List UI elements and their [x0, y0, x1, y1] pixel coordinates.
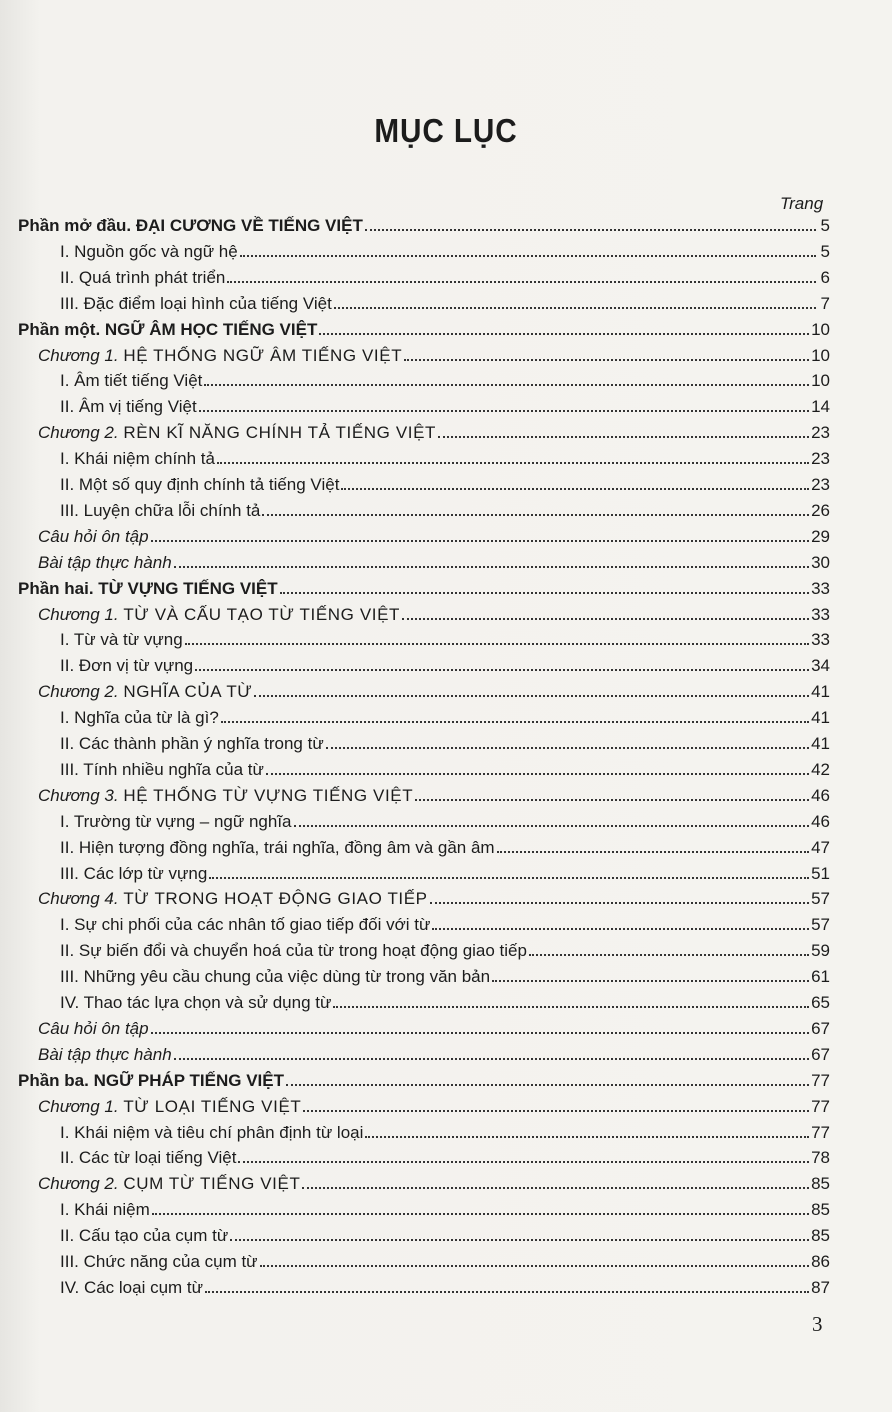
- chapter-number: Chương 2.: [38, 1174, 119, 1194]
- dot-leader: [217, 461, 809, 464]
- toc-entry: [38, 1170, 830, 1194]
- dot-leader: [333, 1005, 809, 1008]
- toc-entry-label: Phần ba. NGỮ PHÁP TIẾNG VIỆT: [18, 1070, 284, 1090]
- toc-entry: [60, 911, 830, 935]
- toc-entry-label: Câu hỏi ôn tập: [38, 526, 149, 546]
- toc-entry: [60, 290, 830, 314]
- toc-entry-label: III. Luyện chữa lỗi chính tả: [60, 500, 261, 520]
- chapter-title: TỪ LOẠI TIẾNG VIỆT: [123, 1096, 302, 1116]
- toc-entry-page: 26: [811, 500, 830, 520]
- toc-entry: [60, 497, 830, 521]
- chapter-number: Chương 2.: [38, 682, 119, 702]
- toc-entry-page: 57: [811, 889, 830, 909]
- page-number: 3: [812, 1312, 823, 1336]
- dot-leader: [365, 1135, 809, 1138]
- toc-entry-page: 10: [811, 345, 830, 365]
- toc-entry-page: 47: [811, 837, 830, 857]
- toc-entry: [38, 782, 830, 806]
- dot-leader: [185, 642, 809, 645]
- toc-entry-label: IV. Thao tác lựa chọn và sử dụng từ: [60, 993, 332, 1012]
- toc-entry-label: I. Khái niệm chính tả: [60, 449, 215, 469]
- dot-leader: [294, 824, 810, 827]
- toc-entry: [60, 445, 830, 469]
- toc-entry-page: 10: [811, 319, 830, 339]
- chapter-number: Chương 1.: [38, 604, 119, 624]
- toc-entry: [60, 937, 830, 961]
- dot-leader: [152, 1212, 809, 1215]
- dot-leader: [254, 694, 809, 697]
- toc-entry-label: [38, 1174, 300, 1194]
- toc-entry: [60, 730, 830, 754]
- toc-entry-label: I. Âm tiết tiếng Việt: [60, 371, 203, 391]
- toc-entry-page: 87: [811, 1277, 830, 1297]
- toc-entry-label: [38, 786, 413, 806]
- toc-entry: [18, 1067, 830, 1091]
- toc-entry-label: [38, 889, 428, 909]
- toc-entry: [60, 989, 830, 1013]
- toc-entry-page: 10: [811, 371, 830, 391]
- toc-entry: [38, 549, 830, 573]
- dot-leader: [286, 1083, 809, 1086]
- dot-leader: [430, 901, 809, 904]
- dot-leader: [334, 306, 816, 309]
- toc-entry-page: 42: [811, 759, 830, 779]
- toc-entry-label: III. Các lớp từ vựng: [60, 863, 208, 883]
- toc-entry: [60, 834, 830, 858]
- toc-entry-label: III. Đặc điểm loại hình của tiếng Việt: [60, 293, 332, 313]
- toc-entry: [60, 1222, 830, 1246]
- toc-entry: [60, 963, 830, 987]
- toc-entry: [60, 704, 830, 728]
- toc-entry: [60, 471, 830, 495]
- dot-leader: [238, 1160, 809, 1163]
- toc-entry: [38, 1041, 830, 1065]
- toc-entry-label: Phần mở đầu. ĐẠI CƯƠNG VỀ TIẾNG VIỆT: [18, 216, 363, 235]
- toc-entry-page: 14: [811, 397, 830, 417]
- toc-entry-page: 65: [811, 993, 830, 1012]
- toc-entry-page: 23: [811, 475, 830, 494]
- chapter-title: TỪ TRONG HOẠT ĐỘNG GIAO TIẾP: [123, 889, 428, 909]
- toc-entry: [60, 652, 830, 676]
- toc-entry-page: 6: [820, 267, 830, 287]
- toc-entry-label: I. Nguồn gốc và ngữ hệ: [60, 241, 238, 261]
- toc-entry-page: 46: [811, 785, 830, 805]
- chapter-title: HỆ THỐNG NGỮ ÂM TIẾNG VIỆT: [123, 345, 403, 365]
- toc-entry-label: IV. Các loại cụm từ: [60, 1277, 204, 1297]
- dot-leader: [402, 617, 809, 620]
- toc-entry-page: 33: [811, 604, 830, 624]
- dot-leader: [151, 539, 809, 542]
- toc-entry-page: 85: [811, 1174, 830, 1194]
- dot-leader: [174, 1057, 809, 1060]
- toc-entry: [38, 419, 830, 443]
- chapter-title: NGHĨA CỦA TỪ: [123, 682, 253, 702]
- toc-entry-label: [38, 423, 436, 443]
- chapter-number: Chương 3.: [38, 785, 119, 805]
- toc-entry: [60, 264, 830, 288]
- toc-entry: [60, 860, 830, 884]
- toc-entry: [18, 575, 830, 599]
- chapter-number: Chương 4.: [38, 889, 119, 909]
- dot-leader: [492, 979, 809, 982]
- toc-entry-label: II. Quá trình phát triển: [60, 267, 226, 287]
- dot-leader: [266, 772, 809, 775]
- toc-entry: [60, 1119, 830, 1143]
- dot-leader: [260, 1264, 810, 1267]
- toc-entry: [60, 1196, 830, 1220]
- toc-entry-label: Phần hai. TỪ VỰNG TIẾNG VIỆT: [18, 578, 278, 598]
- dot-leader: [230, 1238, 809, 1241]
- toc-entry-label: I. Từ và từ vựng: [60, 630, 183, 650]
- toc-entry: [60, 367, 830, 391]
- toc-entry: [60, 808, 830, 832]
- toc-entry-page: 33: [811, 578, 830, 598]
- dot-leader: [174, 565, 809, 568]
- page-column-header: Trang: [780, 194, 824, 213]
- toc-entry: [38, 1093, 830, 1117]
- toc-entry-page: 77: [811, 1070, 830, 1090]
- dot-leader: [438, 435, 809, 438]
- page-title: MỤC LỤC: [374, 112, 518, 149]
- dot-leader: [341, 487, 809, 490]
- dot-leader: [204, 383, 809, 386]
- chapter-title: HỆ THỐNG TỪ VỰNG TIẾNG VIỆT: [123, 785, 414, 805]
- toc-entry: [60, 756, 830, 780]
- toc-entry: [60, 238, 830, 262]
- toc-entry-label: II. Sự biến đổi và chuyển hoá của từ trong hoạt động giao tiếp: [60, 941, 527, 961]
- chapter-title: TỪ VÀ CẤU TẠO TỪ TIẾNG VIỆT: [123, 604, 400, 624]
- toc-entry-page: 77: [811, 1122, 830, 1142]
- toc-entry-label: II. Hiện tượng đồng nghĩa, trái nghĩa, đồng âm và gần âm: [60, 837, 495, 857]
- toc-entry-label: I. Sự chi phối của các nhân tố giao tiếp đối với từ: [60, 915, 431, 935]
- toc-entry-label: Bài tập thực hành: [38, 552, 172, 572]
- toc-entry-label: III. Tính nhiều nghĩa của từ: [60, 759, 264, 779]
- toc-entry-label: I. Trường từ vựng – ngữ nghĩa: [60, 811, 292, 831]
- toc-entry: [60, 1248, 830, 1272]
- dot-leader: [432, 927, 809, 930]
- chapter-number: Chương 1.: [38, 345, 119, 365]
- toc-entry-page: 41: [811, 734, 830, 753]
- toc-entry-page: 34: [811, 656, 830, 676]
- chapter-title: CỤM TỪ TIẾNG VIỆT: [123, 1174, 301, 1194]
- toc-entry-page: 59: [811, 941, 830, 961]
- toc-entry-page: 7: [820, 293, 830, 313]
- dot-leader: [280, 591, 809, 594]
- toc-entry: [38, 342, 830, 366]
- toc-entry: [18, 316, 830, 340]
- toc-entry-page: 41: [811, 682, 830, 702]
- toc-entry-label: Câu hỏi ôn tập: [38, 1018, 149, 1038]
- dot-leader: [319, 332, 809, 335]
- toc-entry-label: II. Một số quy định chính tả tiếng Việt: [60, 475, 340, 494]
- toc-entry-page: 61: [811, 967, 830, 987]
- toc-entry-page: 51: [811, 863, 830, 883]
- toc-entry-page: 77: [811, 1096, 830, 1116]
- chapter-number: Chương 1.: [38, 1096, 119, 1116]
- toc-entry: [60, 626, 830, 650]
- toc-entry-label: [38, 605, 400, 625]
- dot-leader: [529, 953, 809, 956]
- toc-entry-page: 23: [811, 449, 830, 469]
- toc-entry-page: 57: [811, 915, 830, 935]
- toc-entry-page: 41: [811, 708, 830, 728]
- toc-entry-label: I. Khái niệm và tiêu chí phân định từ loại: [60, 1122, 364, 1142]
- dot-leader: [195, 668, 809, 671]
- toc-entry-label: [38, 346, 402, 366]
- toc-entry-label: II. Các thành phần ý nghĩa trong từ: [60, 734, 324, 753]
- dot-leader: [199, 409, 809, 412]
- toc-entry-label: I. Nghĩa của từ là gì?: [60, 708, 219, 728]
- dot-leader: [240, 254, 816, 257]
- toc-entry-label: II. Đơn vị từ vựng: [60, 656, 194, 676]
- toc-entry-page: 67: [811, 1018, 830, 1038]
- dot-leader: [209, 876, 809, 879]
- dot-leader: [227, 280, 816, 283]
- dot-leader: [415, 798, 809, 801]
- dot-leader: [365, 228, 816, 231]
- chapter-number: Chương 2.: [38, 423, 119, 443]
- toc-entry-label: III. Những yêu cầu chung của việc dùng từ trong văn bản: [60, 967, 491, 987]
- toc-entry-label: [38, 682, 252, 702]
- toc-entry-page: 5: [820, 216, 830, 235]
- toc-entry-page: 67: [811, 1044, 830, 1064]
- toc-entry: [38, 601, 830, 625]
- toc-entry-page: 78: [811, 1148, 830, 1168]
- toc-entry-page: 5: [820, 241, 830, 261]
- toc-entry-label: II. Âm vị tiếng Việt: [60, 397, 197, 417]
- toc-entry: [60, 1274, 830, 1298]
- toc-entry-page: 23: [811, 423, 830, 443]
- toc-entry: [38, 523, 830, 547]
- toc-entry-label: [38, 1097, 301, 1117]
- toc-entry-page: 29: [811, 526, 830, 546]
- toc-entry-page: 46: [811, 811, 830, 831]
- dot-leader: [404, 358, 809, 361]
- toc-entry-page: 85: [811, 1226, 830, 1246]
- toc-entry-page: 33: [811, 630, 830, 650]
- dot-leader: [302, 1186, 809, 1189]
- dot-leader: [497, 850, 809, 853]
- dot-leader: [262, 513, 809, 516]
- toc-entry-label: II. Các từ loại tiếng Việt: [60, 1148, 237, 1168]
- toc-entry-page: 86: [811, 1252, 830, 1271]
- chapter-title: RÈN KĨ NĂNG CHÍNH TẢ TIẾNG VIỆT: [123, 423, 437, 443]
- dot-leader: [326, 746, 809, 749]
- dot-leader: [151, 1031, 809, 1034]
- dot-leader: [303, 1109, 809, 1112]
- toc-entry-label: II. Cấu tạo của cụm từ: [60, 1226, 229, 1246]
- toc-entry-page: 30: [811, 552, 830, 572]
- dot-leader: [221, 720, 809, 723]
- toc-entry: [18, 212, 830, 236]
- dot-leader: [205, 1290, 809, 1293]
- toc-entry-label: I. Khái niệm: [60, 1200, 150, 1220]
- toc-entry-page: 85: [811, 1200, 830, 1220]
- toc-entry: [60, 393, 830, 417]
- toc-entry: [60, 1144, 830, 1168]
- toc-entry-label: Phần một. NGỮ ÂM HỌC TIẾNG VIỆT: [18, 319, 318, 339]
- toc-entry-label: Bài tập thực hành: [38, 1044, 172, 1064]
- toc-entry: [38, 885, 830, 909]
- toc-entry: [38, 678, 830, 702]
- toc-entry: [38, 1015, 830, 1039]
- toc-entry-label: III. Chức năng của cụm từ: [60, 1252, 258, 1271]
